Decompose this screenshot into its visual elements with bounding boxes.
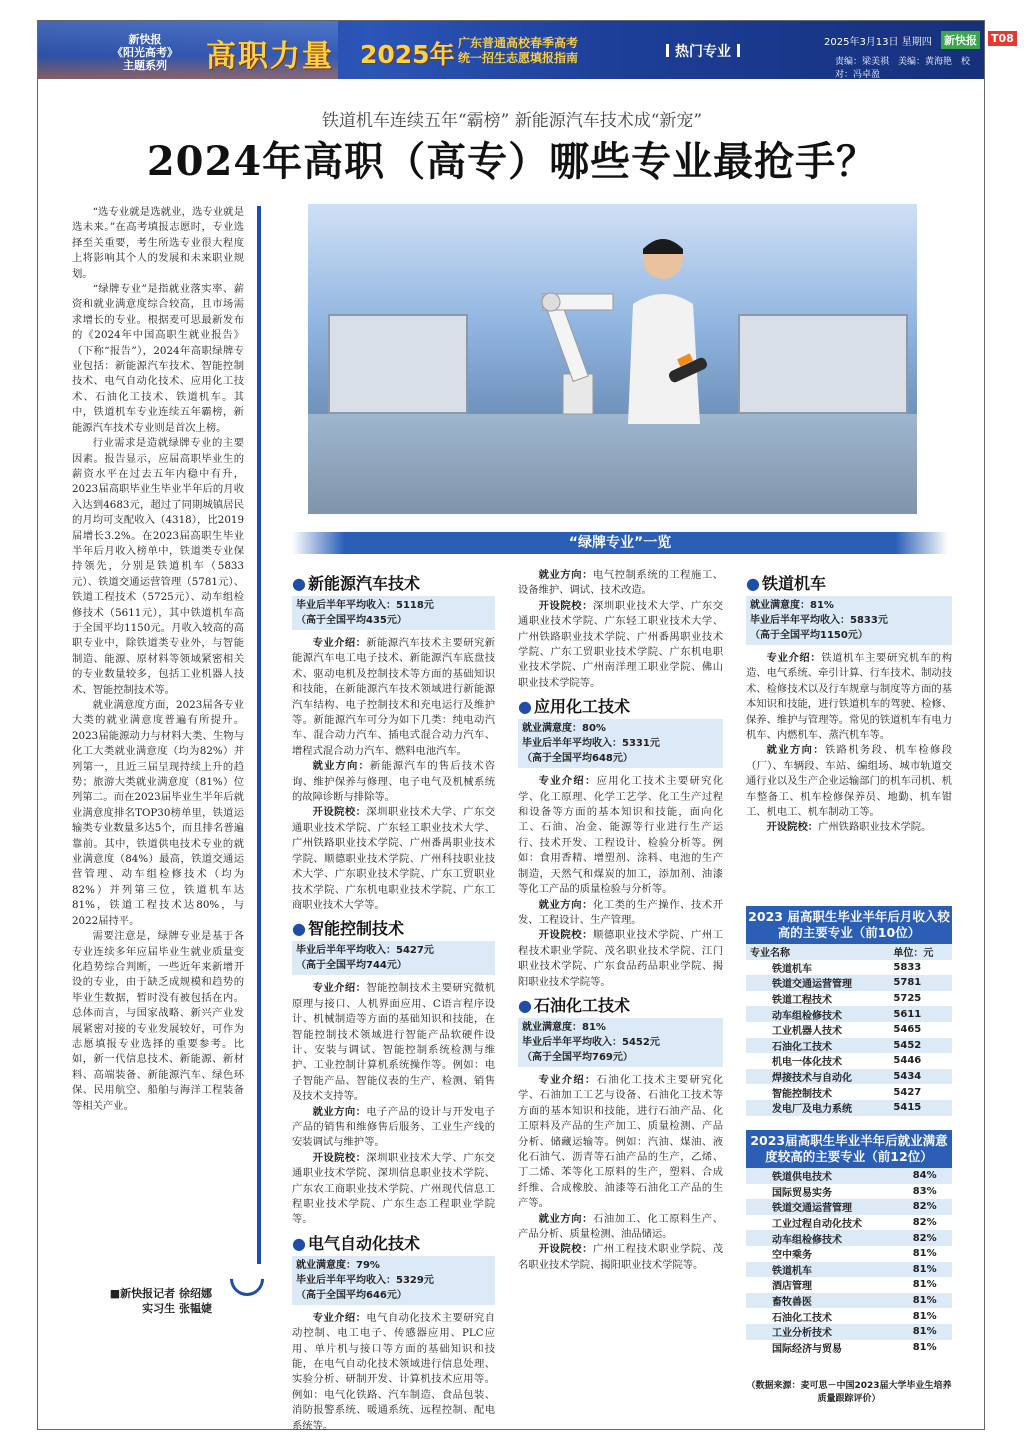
major-jobs (518, 568, 723, 599)
cell-value: 5434 (889, 1069, 952, 1085)
news-photo (308, 204, 917, 514)
cell-value: 5833 (889, 960, 952, 976)
intro-article (72, 205, 244, 1114)
stat-line: 就业满意度：80% (522, 723, 606, 735)
table-row (746, 1084, 952, 1100)
majors-column-1 (292, 568, 495, 1434)
series-label (90, 33, 200, 72)
table-row (746, 1006, 952, 1022)
stat-line: （高于全国平均646元） (296, 1289, 407, 1301)
photo-panel (738, 314, 908, 414)
intro-label: 专业介绍： (766, 652, 822, 664)
cell-major-name: 铁道机车 (746, 960, 889, 976)
cell-major-name: 智能控制技术 (746, 1084, 889, 1100)
cell-major-name: 焊接技术与自动化 (746, 1069, 889, 1085)
table-row (746, 1324, 952, 1340)
cell-major-name: 铁道交通运营管理 (746, 1199, 909, 1215)
cell-major-name: 发电厂及电力系统 (746, 1100, 889, 1116)
table-row (746, 1308, 952, 1324)
major-schools (518, 599, 723, 691)
table-row (746, 1053, 952, 1069)
school-text: 深圳职业技术大学、广东交通职业技术学院、广东轻工职业技术大学、广州铁路职业技术学院、广州番禺职业技术学院、广东工贸职业技术学院、广东机电职业技术学院、广州南洋理工职业学院、佛山职业技术学院等。 (518, 599, 724, 689)
school-label: 开设院校： (538, 929, 594, 942)
major-title: ● 铁道机车 (746, 574, 952, 594)
major-stat-box (518, 719, 723, 768)
cell-value: 5725 (889, 991, 952, 1007)
column-year: 2025年 (360, 40, 455, 69)
school-label: 开设院校： (538, 599, 594, 612)
column-header: 单位：元 (889, 944, 952, 960)
brand-badge: 新快报 (941, 31, 980, 49)
photo-workbench (308, 414, 917, 514)
table-row (746, 1293, 952, 1309)
cell-value: 82% (909, 1215, 952, 1231)
intro-paragraph: 就业满意度方面，2023届各专业大类的就业满意度普遍有所提升。2023届能源动力与材料大类、生物与化工大类就业满意度（均为82%）并列第一，且近三届呈现持续上升的趋势；旅游大类就业满意度（81%）位列第二。而在2023届毕业生半年后就业满意度排名TOP30榜单里，铁道运输类专业数量多达5个，而且排名普遍靠前。其中，铁道供电技术专业的就业满意度（84%）最高，铁道交通运营管理、动车组检修技术（均为82%）并列第三位，铁道机车达81%，铁道工程技术达80%，与2022届持平。 (72, 699, 244, 927)
cell-value: 81% (909, 1340, 952, 1356)
byline-intern: 实习生 张韫婕 (142, 1302, 212, 1315)
cell-major-name: 机电一体化技术 (746, 1053, 889, 1069)
job-text: 新能源汽车的售后技术咨询、维护保养与修理、电子电气及机械系统的故障诊断与排除等。 (292, 760, 496, 804)
series-line: 新快报 (128, 33, 162, 46)
intro-label: 专业介绍： (312, 982, 367, 995)
intro-text: 智能控制技术主要研究微机原理与接口、人机界面应用、C语言程序设计、机械制造等方面的基础知识和技能，在智能控制技术领域进行智能产品软硬件设计、安装与调试、智能控制系统检测与维护、工业控制计算机系统操作等。例如：电子智能产品、智能仪表的生产、检测、销售及技术支持等。 (292, 982, 496, 1103)
cell-major-name: 工业分析技术 (746, 1324, 909, 1340)
editor-credit: 责编：梁美祺 美编：黄海艳 校对：冯卓盈 (835, 57, 971, 80)
table-row (746, 1340, 952, 1356)
series-line: 《阳光高考》 (112, 46, 178, 59)
major-schools (292, 1151, 495, 1228)
byline-reporter: ■新快报记者 徐绍娜 (109, 1287, 212, 1300)
stat-line: （高于全国平均435元） (296, 615, 407, 626)
stat-line: 就业满意度：81% (522, 1021, 606, 1033)
intro-label: 专业介绍： (538, 1073, 597, 1086)
intro-label: 专业介绍： (312, 637, 367, 649)
cell-value: 81% (909, 1277, 952, 1293)
stat-line: （高于全国平均769元） (522, 1051, 633, 1063)
major-title: ● 新能源汽车技术 (292, 574, 495, 594)
table-header-row (746, 944, 952, 960)
job-label: 就业方向： (538, 1212, 594, 1225)
series-line: 主题系列 (123, 59, 167, 72)
stat-line: 毕业后半年平均收入：5833元 (750, 615, 888, 626)
column-header: 专业名称 (746, 944, 889, 960)
photo-panel (328, 314, 468, 414)
school-label: 开设院校： (312, 806, 367, 819)
job-label: 就业方向： (538, 569, 594, 581)
column-logo: 高职力量 (206, 39, 334, 74)
stat-line: 毕业后半年平均收入：5331元 (522, 738, 660, 750)
intro-paragraph: “选专业就是选就业，选专业就是选未来。”在高考填报志愿时，专业选择至关重要，考生所选专业很大程度上将影响其个人的发展和未来职业规划。 (72, 206, 244, 280)
cell-value: 5446 (889, 1053, 952, 1069)
intro-text: 石油化工技术主要研究化学、石油加工工艺与设备、石油化工技术等方面的基本知识和技能，进行石油产品、化工原料及产品的生产加工、质量检测、产品分析、储藏运输等。例如：汽油、煤油、液化石油气、沥青等石油产品的生产，乙烯、丁二烯、苯等化工原料的生产，塑料、合成纤维、合成橡胶、油漆等石油化工产品的生产等。 (518, 1073, 724, 1210)
intro-text: 应用化工技术主要研究化学、化工原理、化学工艺学、化工生产过程和设备等方面的基本知识和技能，面向化工、石油、冶金、能源等行业进行生产运行、技术开发、工程设计、检验分析等。例如：食用香精、增塑剂、涂料、电池的生产制造，天然气和煤炭的加工，添加剂、油漆等化工产品的质量检验与分析等。 (518, 775, 724, 896)
cell-value: 5611 (889, 1006, 952, 1022)
cell-value: 5781 (889, 975, 952, 991)
section-label: 热门专业 (660, 41, 746, 61)
cell-value: 81% (909, 1308, 952, 1324)
cell-value: 81% (909, 1262, 952, 1278)
table-row (746, 1100, 952, 1116)
stat-line: （高于全国平均648元） (522, 753, 633, 765)
intro-paragraph: 行业需求是造就绿牌专业的主要因素。报告显示，应届高职毕业生的薪资水平在过去五年内稳中有升，2023届高职毕业生毕业半年后的月收入达到4683元，超过了同期城镇居民的月均可支配收入（4318），比2019届增长3.2%。在2023届高职生毕业半年后月收入榜单中，铁道类专业保持领先，分别是铁道机车（5833元）、铁道交通运营管理（5781元）、铁道工程技术（5725元）、动车组检修技术（5611元），其中铁道机车高于全国平均1150元。月收入较高的高职专业中，除铁道类专业外，与智能制造、能源、原材料等领域紧密相关的专业数量较多，包括工业机器人技术、智能控制技术等。 (72, 437, 244, 696)
cell-major-name: 铁道工程技术 (746, 991, 889, 1007)
table-row (746, 1038, 952, 1054)
job-text: 铁路机务段、机车检修段（厂）、车辆段、车站、编组场、城市轨道交通行业以及生产企业运输部门的机车司机、机车整备工、机车检修保养员、地勤、机车钳工、机电工、机车制动工等。 (746, 744, 953, 819)
intro-text: 铁道机车主要研究机车的构造、电气系统、牵引计算、行车技术、制动技术、检修技术以及行车规章与制度等方面的基本知识和技能，进行铁道机车的驾驶、检修、保养、维护与管理等。常见的铁道机车有电力机车、内燃机车、蒸汽机车等。 (746, 652, 953, 742)
stat-line: 毕业后半年平均收入：5427元 (296, 945, 434, 957)
cell-value: 82% (909, 1230, 952, 1246)
major-jobs (292, 1105, 495, 1151)
student-figure-image (608, 224, 718, 424)
intro-label: 专业介绍： (538, 775, 597, 788)
cell-value: 82% (909, 1199, 952, 1215)
cell-major-name: 石油化工技术 (746, 1038, 889, 1054)
school-text: 深圳职业技术大学、广东交通职业技术学院、广东轻工职业技术大学、广州铁路职业技术学院、广州番禺职业技术学院、顺德职业技术学院、广州科技职业技术大学、广东职业技术学院、广东工贸职业技术学院、广东机电职业技术学院、广东工商职业技术大学等。 (292, 806, 496, 911)
cell-major-name: 铁道机车 (746, 1262, 909, 1278)
job-text: 化工类的生产操作、技术开发、工程设计、生产管理。 (518, 898, 724, 926)
cell-value: 5427 (889, 1084, 952, 1100)
data-source-note: （数据来源：麦可思－中国2023届大学毕业生培养质量跟踪评价） (746, 1381, 952, 1404)
page-number-badge: T08 (988, 31, 1017, 46)
green-majors-header: “绿牌专业”一览 (292, 532, 948, 554)
job-text: 石油加工、化工原料生产、产品分析、质量检测、油品储运。 (518, 1212, 724, 1240)
masthead-banner (38, 21, 1014, 80)
major-jobs (518, 898, 723, 929)
job-text: 电气控制系统的工程施工、设备维护、调试、技术改造。 (518, 569, 724, 597)
table-row (746, 1262, 952, 1278)
cell-value: 5452 (889, 1038, 952, 1054)
school-label: 开设院校： (312, 1151, 367, 1164)
table-row (746, 991, 952, 1007)
stat-line: 就业满意度：81% (750, 600, 834, 611)
headline-subtitle: 铁道机车连续五年“霸榜” 新能源汽车技术成“新宠” (321, 111, 703, 131)
major-stat-box (518, 1018, 723, 1067)
major-intro (292, 981, 495, 1104)
table-row (746, 960, 952, 976)
school-text: 深圳职业技术大学、广东交通职业技术学院、深圳信息职业技术学院、广东农工商职业技术学院、广州现代信息工程职业技术学院、广东生态工程职业学院等。 (292, 1151, 496, 1226)
subtitle-line: 广东普通高校春季高考 (458, 36, 579, 50)
byline (98, 1286, 212, 1316)
stat-line: 就业满意度：79% (296, 1259, 380, 1271)
majors-column-3 (746, 568, 952, 836)
job-label: 就业方向： (312, 1105, 367, 1118)
table-row (746, 1246, 952, 1262)
satisfaction-table-title: 2023届高职生毕业半年后就业满意度较高的主要专业（前12位） (746, 1130, 952, 1168)
column-subtitle (458, 36, 578, 66)
intro-text: 新能源汽车技术主要研究新能源汽车电工电子技术、新能源汽车底盘技术、驱动电机及控制技术等方面的基础知识和技能，在新能源汽车技术领域进行新能源汽车结构、电子控制技术和充电运行及维护等。新能源汽车可分为如下几类：纯电动汽车、混合动力汽车、插电式混合动力汽车、增程式混合动力汽车、燃料电池汽车。 (292, 637, 496, 757)
major-schools (292, 805, 495, 913)
job-label: 就业方向： (766, 744, 825, 757)
major-intro (518, 1073, 723, 1212)
table-row (746, 1215, 952, 1231)
job-label: 就业方向： (538, 898, 594, 911)
major-stat-box (746, 596, 952, 645)
cell-major-name: 国际贸易实务 (746, 1184, 909, 1200)
cell-major-name: 铁道供电技术 (746, 1168, 909, 1184)
job-label: 就业方向： (312, 760, 370, 773)
major-stat-box (292, 941, 495, 975)
income-table (746, 906, 952, 1116)
cell-value: 81% (909, 1246, 952, 1262)
major-title: ● 石油化工技术 (518, 996, 723, 1016)
major-jobs (292, 759, 495, 805)
stat-line: 毕业后半年平均收入：5118元 (296, 600, 434, 611)
intro-paragraph: “绿牌专业”是指就业落实率、薪资和就业满意度综合较高，且市场需求增长的专业。根据麦可思最新发布的《2024年中国高职生就业报告》（下称“报告”），2024年高职绿牌专业包括：新能源汽车技术、智能控制技术、电气自动化技术、应用化工技术、石油化工技术、铁道机车。其中，铁道机车专业连续五年霸榜，新能源汽车技术专业则是首次上榜。 (72, 283, 244, 434)
stat-line: 毕业后半年平均收入：5452元 (522, 1036, 660, 1048)
major-jobs (518, 1212, 723, 1243)
satisfaction-table (746, 1130, 952, 1355)
issue-date: 2025年3月13日 星期四 (824, 37, 932, 48)
stat-line: （高于全国平均1150元） (750, 630, 868, 641)
table-row (746, 1168, 952, 1184)
cell-value: 5415 (889, 1100, 952, 1116)
major-schools (746, 820, 952, 835)
table-row (746, 975, 952, 991)
stat-line: 毕业后半年平均收入：5329元 (296, 1274, 434, 1286)
table-row (746, 1277, 952, 1293)
major-intro (292, 636, 495, 759)
intro-label: 专业介绍： (312, 1311, 367, 1324)
cell-major-name: 石油化工技术 (746, 1308, 909, 1324)
major-title: ● 应用化工技术 (518, 697, 723, 717)
major-intro (292, 1311, 495, 1434)
cell-major-name: 空中乘务 (746, 1246, 909, 1262)
job-text: 电子产品的设计与开发电子产品的销售和维修售后服务、工业生产线的安装调试与维护等。 (292, 1105, 496, 1149)
cell-major-name: 动车组检修技术 (746, 1006, 889, 1022)
intro-text: 电气自动化技术主要研究自动控制、电工电子、传感器应用、PLC应用、单片机与接口等方面的基础知识和技能，在电气自动化技术领域进行信息处理、实验分析、研制开发、计算机技术应用等。例如：电气化铁路、汽车制造、食品包装、消防报警系统、暖通系统、远程控制、配电系统等。 (292, 1311, 496, 1432)
cell-value: 83% (909, 1184, 952, 1200)
intro-paragraph: 需要注意是，绿牌专业是基于各专业连续多年应届毕业生就业质量变化趋势综合判断，一些近年来新增开设的专业，由于缺乏成规模和趋势的毕业生数据，暂时没有被包括在内。总体而言，与国家战略、新兴产业发展紧密对接的专业发展较好，可作为志愿填报专业选择的重要参考。比如，新一代信息技术、新能源、新材料、高端装备、新能源汽车、绿色环保、民用航空、船舶与海洋工程装备等相关产业。 (72, 930, 244, 1112)
major-stat-box (292, 1256, 495, 1305)
cell-major-name: 铁道交通运营管理 (746, 975, 889, 991)
subtitle-line: 统一招生志愿填报指南 (458, 51, 579, 65)
major-schools (518, 928, 723, 990)
cell-major-name: 工业过程自动化技术 (746, 1215, 909, 1231)
school-text: 顺德职业技术学院、广州工程技术职业学院、茂名职业技术学院、江门职业技术学院、广东食品药品职业学院、揭阳职业技术学院等。 (518, 929, 724, 988)
income-table-title: 2023 届高职生毕业半年后月收入较高的主要专业（前10位） (746, 906, 952, 944)
cell-value: 81% (909, 1293, 952, 1309)
cell-major-name: 动车组检修技术 (746, 1230, 909, 1246)
major-title: ● 电气自动化技术 (292, 1234, 495, 1254)
major-jobs (746, 743, 952, 820)
major-stat-box (292, 596, 495, 630)
school-text: 广州工程技术职业学院、茂名职业技术学院、揭阳职业技术学院等。 (518, 1243, 724, 1271)
cell-value: 81% (909, 1324, 952, 1340)
cell-major-name: 国际经济与贸易 (746, 1340, 909, 1356)
school-label: 开设院校： (538, 1243, 594, 1256)
cell-major-name: 工业机器人技术 (746, 1022, 889, 1038)
cell-value: 84% (909, 1168, 952, 1184)
major-intro (746, 651, 952, 743)
cell-major-name: 畜牧兽医 (746, 1293, 909, 1309)
headline-title: 2024年高职（高专）哪些专业最抢手？ (146, 138, 878, 185)
stat-line: （高于全国平均744元） (296, 960, 407, 972)
school-text: 广州铁路职业技术学院。 (818, 821, 932, 834)
table-row (746, 1184, 952, 1200)
table-row (746, 1022, 952, 1038)
cell-value: 5465 (889, 1022, 952, 1038)
table-row (746, 1199, 952, 1215)
school-label: 开设院校： (766, 821, 819, 834)
column-divider (257, 206, 261, 1264)
major-schools (518, 1242, 723, 1273)
table-row (746, 1230, 952, 1246)
majors-column-2 (518, 568, 723, 1273)
table-row (746, 1069, 952, 1085)
major-intro (518, 774, 723, 897)
cell-major-name: 酒店管理 (746, 1277, 909, 1293)
major-title: ● 智能控制技术 (292, 919, 495, 939)
